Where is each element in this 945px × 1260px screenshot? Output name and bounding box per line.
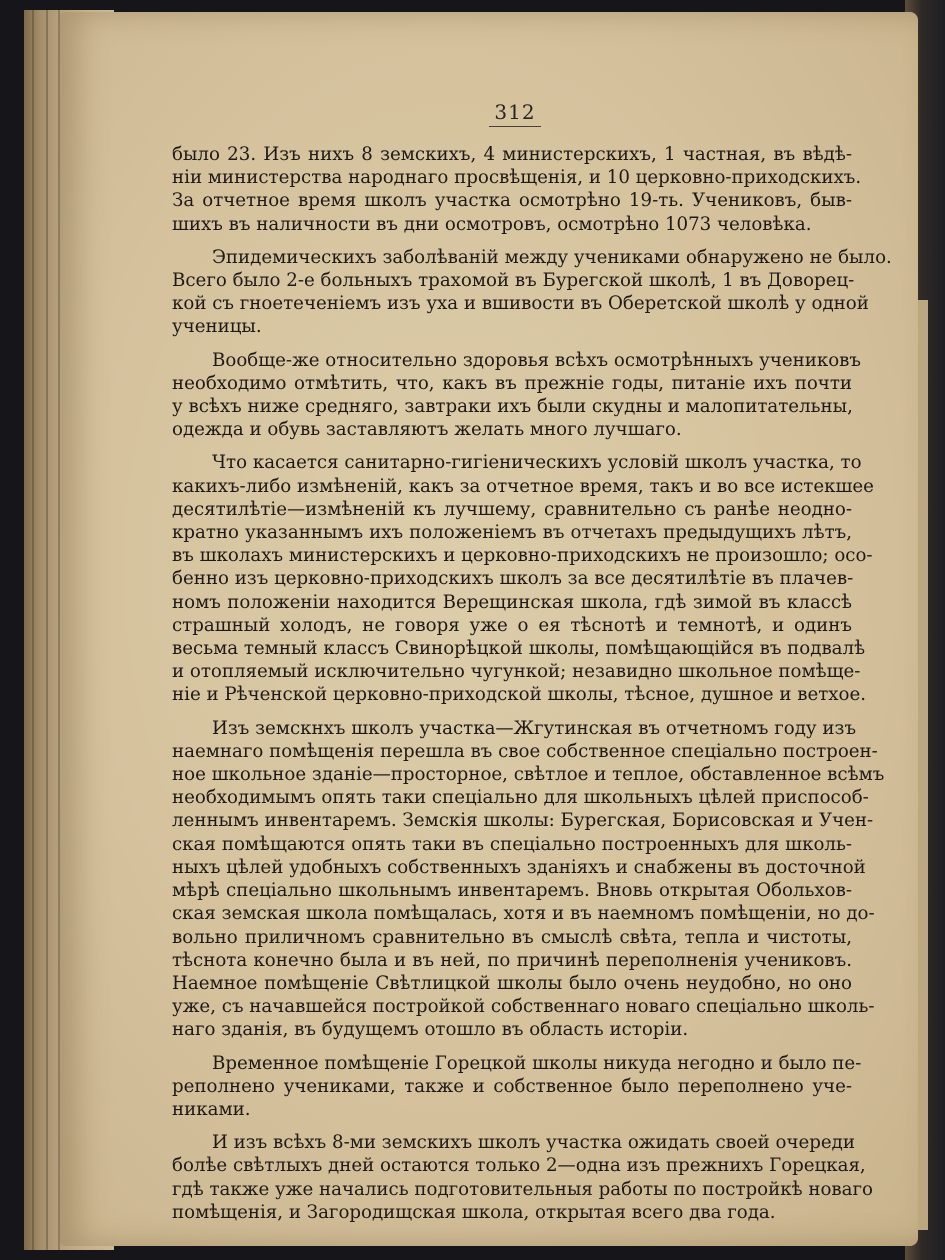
text-line: Наемное помѣщенiе Свѣтлицкой школы было очень неудобно, но оно bbox=[172, 972, 852, 994]
text-line: ныхъ цѣлей удобныхъ собственныхъ зданiяхъ и снабжены въ досточной bbox=[172, 856, 866, 878]
paragraph bbox=[172, 717, 885, 1042]
text-line: ская помѣщаются опять таки въ спецiально построенныхъ для школь- bbox=[172, 833, 852, 855]
text-line: необходимо отмѣтить, что, какъ въ прежнiе годы, питанiе ихъ почти bbox=[172, 372, 852, 394]
text-line: страшный холодъ, не говоря уже о ея тѣснотѣ и темнотѣ, и одинъ bbox=[172, 614, 852, 636]
text-line: тѣснота конечно была и въ ней, по причинѣ переполненiя учениковъ. bbox=[172, 949, 852, 971]
text-line: бенно изъ церковно-приходскихъ школъ за все десятилѣтiе въ плачев- bbox=[172, 568, 854, 590]
page-text bbox=[172, 143, 892, 1234]
paragraph bbox=[172, 1131, 873, 1224]
text-line: вольно приличномъ сравнительно въ смыслѣ свѣта, тепла и чистоты, bbox=[172, 926, 852, 948]
text-line: ученицы. bbox=[172, 316, 262, 338]
page-number: 312 bbox=[494, 100, 536, 124]
paragraph bbox=[172, 1052, 862, 1122]
text-line: шихъ въ наличности въ дни осмотровъ, осмотрѣно 1073 человѣка. bbox=[172, 213, 812, 235]
text-line: наемнаго помѣщенiя перешла въ свое собственное спецiально построен- bbox=[172, 740, 878, 762]
text-line: Эпидемическихъ заболѣванiй между учениками обнаружено не было. bbox=[212, 246, 892, 268]
page-edge bbox=[46, 10, 48, 1250]
text-line: весьма темный классъ Свинорѣцкой школы, помѣщающiйся въ подвалѣ bbox=[172, 638, 866, 660]
text-line: никами. bbox=[172, 1098, 251, 1120]
text-line: Временное помѣщенiе Горецкой школы никуда негодно и было пе- bbox=[212, 1052, 862, 1074]
text-line: леннымъ инвентаремъ. Земскiя школы: Бурегская, Борисовская и Учен- bbox=[172, 810, 874, 832]
text-line: кой съ гноетеченiемъ изъ уха и вшивости въ Оберетской школѣ у одной bbox=[172, 293, 869, 315]
text-line: у всѣхъ ниже средняго, завтраки ихъ были скудны и малопитательны, bbox=[172, 396, 853, 418]
text-line: нiи министерства народнаго просвѣщенiя, и 10 церковно-приходскихъ. bbox=[172, 167, 862, 189]
text-line: ская земская школа помѣщалась, хотя и въ наемномъ помѣщенiи, но до- bbox=[172, 903, 875, 925]
text-line: номъ положенiи находится Верещинская школа, гдѣ зимой въ классѣ bbox=[172, 591, 852, 613]
text-line: и отопляемый исключительно чугункой; незавидно школьное помѣще- bbox=[172, 661, 861, 683]
paragraph bbox=[172, 143, 862, 236]
paragraph bbox=[172, 349, 861, 442]
text-line: ное школьное зданiе—просторное, свѣтлое и теплое, обставленное всѣмъ bbox=[172, 764, 885, 786]
paragraph bbox=[172, 451, 874, 706]
text-line: одежда и обувь заставляютъ желать много лучшаго. bbox=[172, 419, 682, 441]
text-line: десятилѣтiе—измѣненiй къ лучшему, сравнительно съ ранѣе неодно- bbox=[172, 498, 852, 520]
page-edge bbox=[32, 10, 34, 1250]
text-line: И изъ всѣхъ 8-ми земскихъ школъ участка ожидать своей очереди bbox=[212, 1132, 855, 1154]
paragraph bbox=[172, 246, 892, 339]
text-line: Что касается санитарно-гигiеническихъ условiй школъ участка, то bbox=[212, 452, 862, 474]
text-line: реполнено учениками, также и собственное было переполнено уче- bbox=[172, 1075, 852, 1097]
text-line: Изъ земскнхъ школъ участка—Жгутинская въ отчетномъ году изъ bbox=[212, 717, 857, 739]
text-line: За отчетное время школъ участка осмотрѣно 19-ть. Учениковъ, быв- bbox=[172, 190, 852, 212]
text-line: Вообще-же относительно здоровья всѣхъ осмотрѣнныхъ учениковъ bbox=[212, 349, 861, 371]
text-line: помѣщенiя, и Загородищская школа, открытая всего два года. bbox=[172, 1201, 776, 1223]
text-line: наго зданiя, въ будущемъ отошло въ область исторiи. bbox=[172, 1019, 689, 1041]
text-line: нiе и Рѣченской церковно-приходской школы, тѣсное, душное и ветхое. bbox=[172, 684, 867, 706]
text-line: гдѣ также уже начались подготовительныя работы по постройкѣ новаго bbox=[172, 1178, 873, 1200]
text-line: мѣрѣ спецiально школьнымъ инвентаремъ. Вновь открытая Обольхов- bbox=[172, 880, 852, 902]
text-line: болѣе свѣтлыхъ дней остаются только 2—одна изъ прежнихъ Горецкая, bbox=[172, 1155, 866, 1177]
text-line: уже, съ начавшейся постройкой собственнаго новаго спецiально школь- bbox=[172, 996, 875, 1018]
page-number-underline bbox=[489, 126, 541, 127]
text-line: какихъ-либо измѣненiй, какъ за отчетное время, такъ и во все истекшее bbox=[172, 475, 874, 497]
text-line: кратно указаннымъ ихъ положенiемъ въ отчетахъ предыдущихъ лѣтъ, bbox=[172, 522, 852, 544]
text-line: было 23. Изъ нихъ 8 земскихъ, 4 министерскихъ, 1 частная, въ вѣдѣ- bbox=[172, 144, 852, 165]
text-line: въ школахъ министерскихъ и церковно-приходскихъ не произошло; осо- bbox=[172, 545, 873, 567]
text-line: необходимымъ опять таки спецiально для школьныхъ цѣлей приспособ- bbox=[172, 787, 869, 809]
text-line: Всего было 2-е больныхъ трахомой въ Бурегской школѣ, 1 въ Доворец- bbox=[172, 270, 855, 292]
